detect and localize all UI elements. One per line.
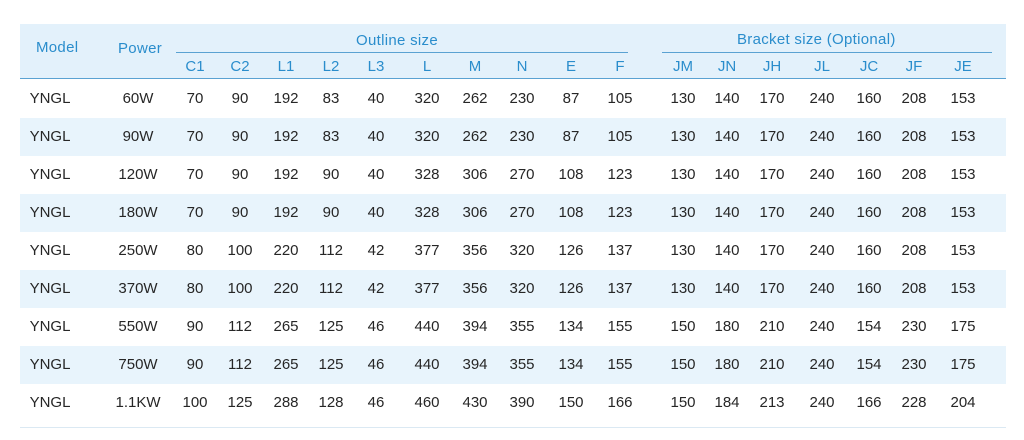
table-cell: 87 — [562, 128, 580, 145]
table-cell: 184 — [714, 394, 740, 411]
table-cell: 270 — [509, 166, 535, 183]
table-row — [20, 308, 1006, 346]
table-cell: 140 — [714, 90, 740, 107]
table-cell: 80 — [186, 280, 204, 297]
table-cell: 46 — [367, 318, 385, 335]
cell-model: YNGL — [29, 318, 71, 335]
table-cell: 40 — [367, 166, 385, 183]
table-cell: 130 — [670, 242, 696, 259]
subheader-c2: C2 — [230, 58, 250, 75]
table-cell: 230 — [509, 90, 535, 107]
table-cell: 153 — [950, 242, 976, 259]
table-cell: 377 — [414, 242, 440, 259]
table-cell: 240 — [809, 280, 835, 297]
table-cell: 46 — [367, 356, 385, 373]
table-cell: 166 — [856, 394, 882, 411]
cell-power: 550W — [118, 318, 158, 335]
table-cell: 112 — [228, 356, 252, 373]
cell-power: 60W — [122, 90, 154, 107]
table-cell: 80 — [186, 242, 204, 259]
table-cell: 160 — [856, 242, 882, 259]
table-cell: 105 — [607, 128, 633, 145]
table-cell: 170 — [759, 242, 785, 259]
subheader-f: F — [615, 58, 625, 75]
table-cell: 160 — [856, 204, 882, 221]
table-cell: 166 — [607, 394, 633, 411]
table-cell: 192 — [273, 166, 299, 183]
table-cell: 90 — [322, 166, 340, 183]
table-cell: 150 — [670, 356, 696, 373]
table-cell: 160 — [856, 90, 882, 107]
table-cell: 192 — [273, 90, 299, 107]
table-cell: 208 — [901, 166, 927, 183]
table-cell: 90 — [186, 356, 204, 373]
table-cell: 130 — [670, 128, 696, 145]
subheader-l2: L2 — [322, 58, 340, 75]
table-cell: 150 — [670, 394, 696, 411]
subheader-l: L — [422, 58, 432, 75]
subheader-jc: JC — [859, 58, 879, 75]
table-cell: 240 — [809, 356, 835, 373]
subheader-e: E — [565, 58, 577, 75]
table-cell: 123 — [607, 204, 633, 221]
table-cell: 108 — [558, 166, 584, 183]
table-cell: 460 — [414, 394, 440, 411]
table-cell: 208 — [901, 280, 927, 297]
table-row — [20, 118, 1006, 156]
table-cell: 265 — [273, 318, 299, 335]
table-cell: 140 — [714, 280, 740, 297]
table-cell: 240 — [809, 90, 835, 107]
table-cell: 170 — [759, 166, 785, 183]
table-cell: 240 — [809, 394, 835, 411]
table-cell: 126 — [558, 280, 584, 297]
table-cell: 153 — [950, 90, 976, 107]
table-cell: 90 — [186, 318, 204, 335]
table-cell: 137 — [607, 242, 633, 259]
table-cell: 150 — [558, 394, 584, 411]
table-cell: 228 — [901, 394, 927, 411]
table-cell: 288 — [273, 394, 299, 411]
table-cell: 170 — [759, 128, 785, 145]
table-cell: 230 — [901, 356, 927, 373]
table-cell: 213 — [759, 394, 785, 411]
cell-power: 370W — [118, 280, 158, 297]
table-cell: 46 — [367, 394, 385, 411]
subheader-m: M — [468, 58, 482, 75]
table-cell: 134 — [558, 318, 584, 335]
table-cell: 130 — [670, 166, 696, 183]
header-bracket-size: Bracket size (Optional) — [737, 31, 896, 48]
cell-model: YNGL — [29, 394, 71, 411]
table-cell: 220 — [273, 242, 299, 259]
table-cell: 394 — [462, 318, 488, 335]
table-row — [20, 270, 1006, 308]
header-model: Model — [36, 39, 79, 56]
table-cell: 137 — [607, 280, 633, 297]
table-cell: 170 — [759, 90, 785, 107]
table-cell: 208 — [901, 242, 927, 259]
table-cell: 430 — [462, 394, 488, 411]
table-cell: 240 — [809, 242, 835, 259]
cell-power: 1.1KW — [115, 394, 161, 411]
table-row — [20, 194, 1006, 232]
table-cell: 230 — [901, 318, 927, 335]
table-cell: 170 — [759, 280, 785, 297]
table-cell: 153 — [950, 128, 976, 145]
table-cell: 112 — [228, 318, 252, 335]
table-cell: 40 — [367, 204, 385, 221]
table-cell: 150 — [670, 318, 696, 335]
table-cell: 90 — [231, 204, 249, 221]
subheader-jl: JL — [814, 58, 830, 75]
table-cell: 153 — [950, 280, 976, 297]
cell-model: YNGL — [29, 128, 71, 145]
table-cell: 160 — [856, 166, 882, 183]
subheader-n: N — [516, 58, 528, 75]
table-cell: 100 — [182, 394, 208, 411]
table-cell: 83 — [322, 128, 340, 145]
table-cell: 306 — [462, 166, 488, 183]
table-cell: 100 — [227, 242, 253, 259]
cell-model: YNGL — [29, 90, 71, 107]
table-cell: 83 — [322, 90, 340, 107]
table-cell: 130 — [670, 280, 696, 297]
table-cell: 192 — [273, 204, 299, 221]
table-cell: 240 — [809, 166, 835, 183]
table-cell: 108 — [558, 204, 584, 221]
table-cell: 240 — [809, 204, 835, 221]
table-cell: 394 — [462, 356, 488, 373]
table-cell: 125 — [227, 394, 253, 411]
table-cell: 140 — [714, 166, 740, 183]
table-cell: 140 — [714, 242, 740, 259]
table-cell: 70 — [186, 166, 204, 183]
table-cell: 240 — [809, 318, 835, 335]
table-cell: 90 — [231, 128, 249, 145]
table-cell: 160 — [856, 128, 882, 145]
table-cell: 100 — [227, 280, 253, 297]
table-cell: 320 — [509, 280, 535, 297]
table-cell: 208 — [901, 90, 927, 107]
table-cell: 70 — [186, 204, 204, 221]
table-cell: 192 — [273, 128, 299, 145]
table-cell: 175 — [950, 318, 976, 335]
table-cell: 440 — [414, 318, 440, 335]
table-cell: 155 — [607, 356, 633, 373]
table-cell: 42 — [367, 280, 385, 297]
cell-model: YNGL — [29, 166, 71, 183]
table-cell: 262 — [462, 90, 488, 107]
subheader-l3: L3 — [367, 58, 385, 75]
table-row — [20, 384, 1006, 422]
table-row — [20, 156, 1006, 194]
table-cell: 70 — [186, 90, 204, 107]
table-cell: 130 — [670, 204, 696, 221]
table-cell: 40 — [367, 128, 385, 145]
table-cell: 112 — [319, 242, 343, 259]
table-cell: 210 — [759, 318, 785, 335]
table-cell: 140 — [714, 204, 740, 221]
table-cell: 210 — [759, 356, 785, 373]
cell-model: YNGL — [29, 356, 71, 373]
cell-power: 180W — [118, 204, 158, 221]
table-cell: 356 — [462, 242, 488, 259]
table-cell: 320 — [414, 128, 440, 145]
cell-power: 120W — [118, 166, 158, 183]
table-cell: 87 — [562, 90, 580, 107]
subheader-jm: JM — [673, 58, 693, 75]
table-cell: 355 — [509, 356, 535, 373]
table-cell: 204 — [950, 394, 976, 411]
table-cell: 262 — [462, 128, 488, 145]
table-cell: 220 — [273, 280, 299, 297]
cell-model: YNGL — [29, 204, 71, 221]
table-cell: 320 — [414, 90, 440, 107]
cell-power: 750W — [118, 356, 158, 373]
table-cell: 180 — [714, 318, 740, 335]
table-cell: 134 — [558, 356, 584, 373]
table-cell: 170 — [759, 204, 785, 221]
header-bottom-line — [20, 78, 1006, 79]
subheader-l1: L1 — [277, 58, 295, 75]
table-cell: 70 — [186, 128, 204, 145]
table-cell: 175 — [950, 356, 976, 373]
table-cell: 90 — [322, 204, 340, 221]
table-cell: 112 — [319, 280, 343, 297]
table-cell: 125 — [318, 356, 344, 373]
table-cell: 123 — [607, 166, 633, 183]
subheader-je: JE — [954, 58, 972, 75]
table-cell: 128 — [318, 394, 344, 411]
table-cell: 153 — [950, 204, 976, 221]
table-cell: 208 — [901, 128, 927, 145]
table-cell: 40 — [367, 90, 385, 107]
table-cell: 105 — [607, 90, 633, 107]
table-row — [20, 232, 1006, 270]
header-power: Power — [118, 40, 163, 57]
table-cell: 140 — [714, 128, 740, 145]
table-cell: 155 — [607, 318, 633, 335]
table-cell: 126 — [558, 242, 584, 259]
table-cell: 240 — [809, 128, 835, 145]
table-row — [20, 346, 1006, 384]
outline-group-line — [176, 52, 628, 53]
subheader-jh: JH — [762, 58, 782, 75]
bracket-group-line — [662, 52, 992, 53]
table-cell: 42 — [367, 242, 385, 259]
table-cell: 320 — [509, 242, 535, 259]
table-cell: 356 — [462, 280, 488, 297]
table-cell: 180 — [714, 356, 740, 373]
cell-model: YNGL — [29, 242, 71, 259]
subheader-jf: JF — [905, 58, 923, 75]
subheader-jn: JN — [717, 58, 737, 75]
table-cell: 90 — [231, 90, 249, 107]
table-cell: 265 — [273, 356, 299, 373]
cell-power: 90W — [122, 128, 154, 145]
table-cell: 328 — [414, 204, 440, 221]
table-cell: 306 — [462, 204, 488, 221]
table-cell: 440 — [414, 356, 440, 373]
cell-power: 250W — [118, 242, 158, 259]
table-cell: 90 — [231, 166, 249, 183]
header-outline-size: Outline size — [356, 32, 438, 49]
subheader-c1: C1 — [185, 58, 205, 75]
table-cell: 154 — [856, 318, 882, 335]
table-cell: 390 — [509, 394, 535, 411]
table-cell: 154 — [856, 356, 882, 373]
table-cell: 328 — [414, 166, 440, 183]
table-cell: 208 — [901, 204, 927, 221]
table-cell: 355 — [509, 318, 535, 335]
table-row — [20, 80, 1006, 118]
table-cell: 125 — [318, 318, 344, 335]
table-cell: 130 — [670, 90, 696, 107]
table-cell: 377 — [414, 280, 440, 297]
table-cell: 160 — [856, 280, 882, 297]
table-bottom-line — [20, 427, 1006, 428]
table-cell: 230 — [509, 128, 535, 145]
cell-model: YNGL — [29, 280, 71, 297]
table-cell: 153 — [950, 166, 976, 183]
table-cell: 270 — [509, 204, 535, 221]
